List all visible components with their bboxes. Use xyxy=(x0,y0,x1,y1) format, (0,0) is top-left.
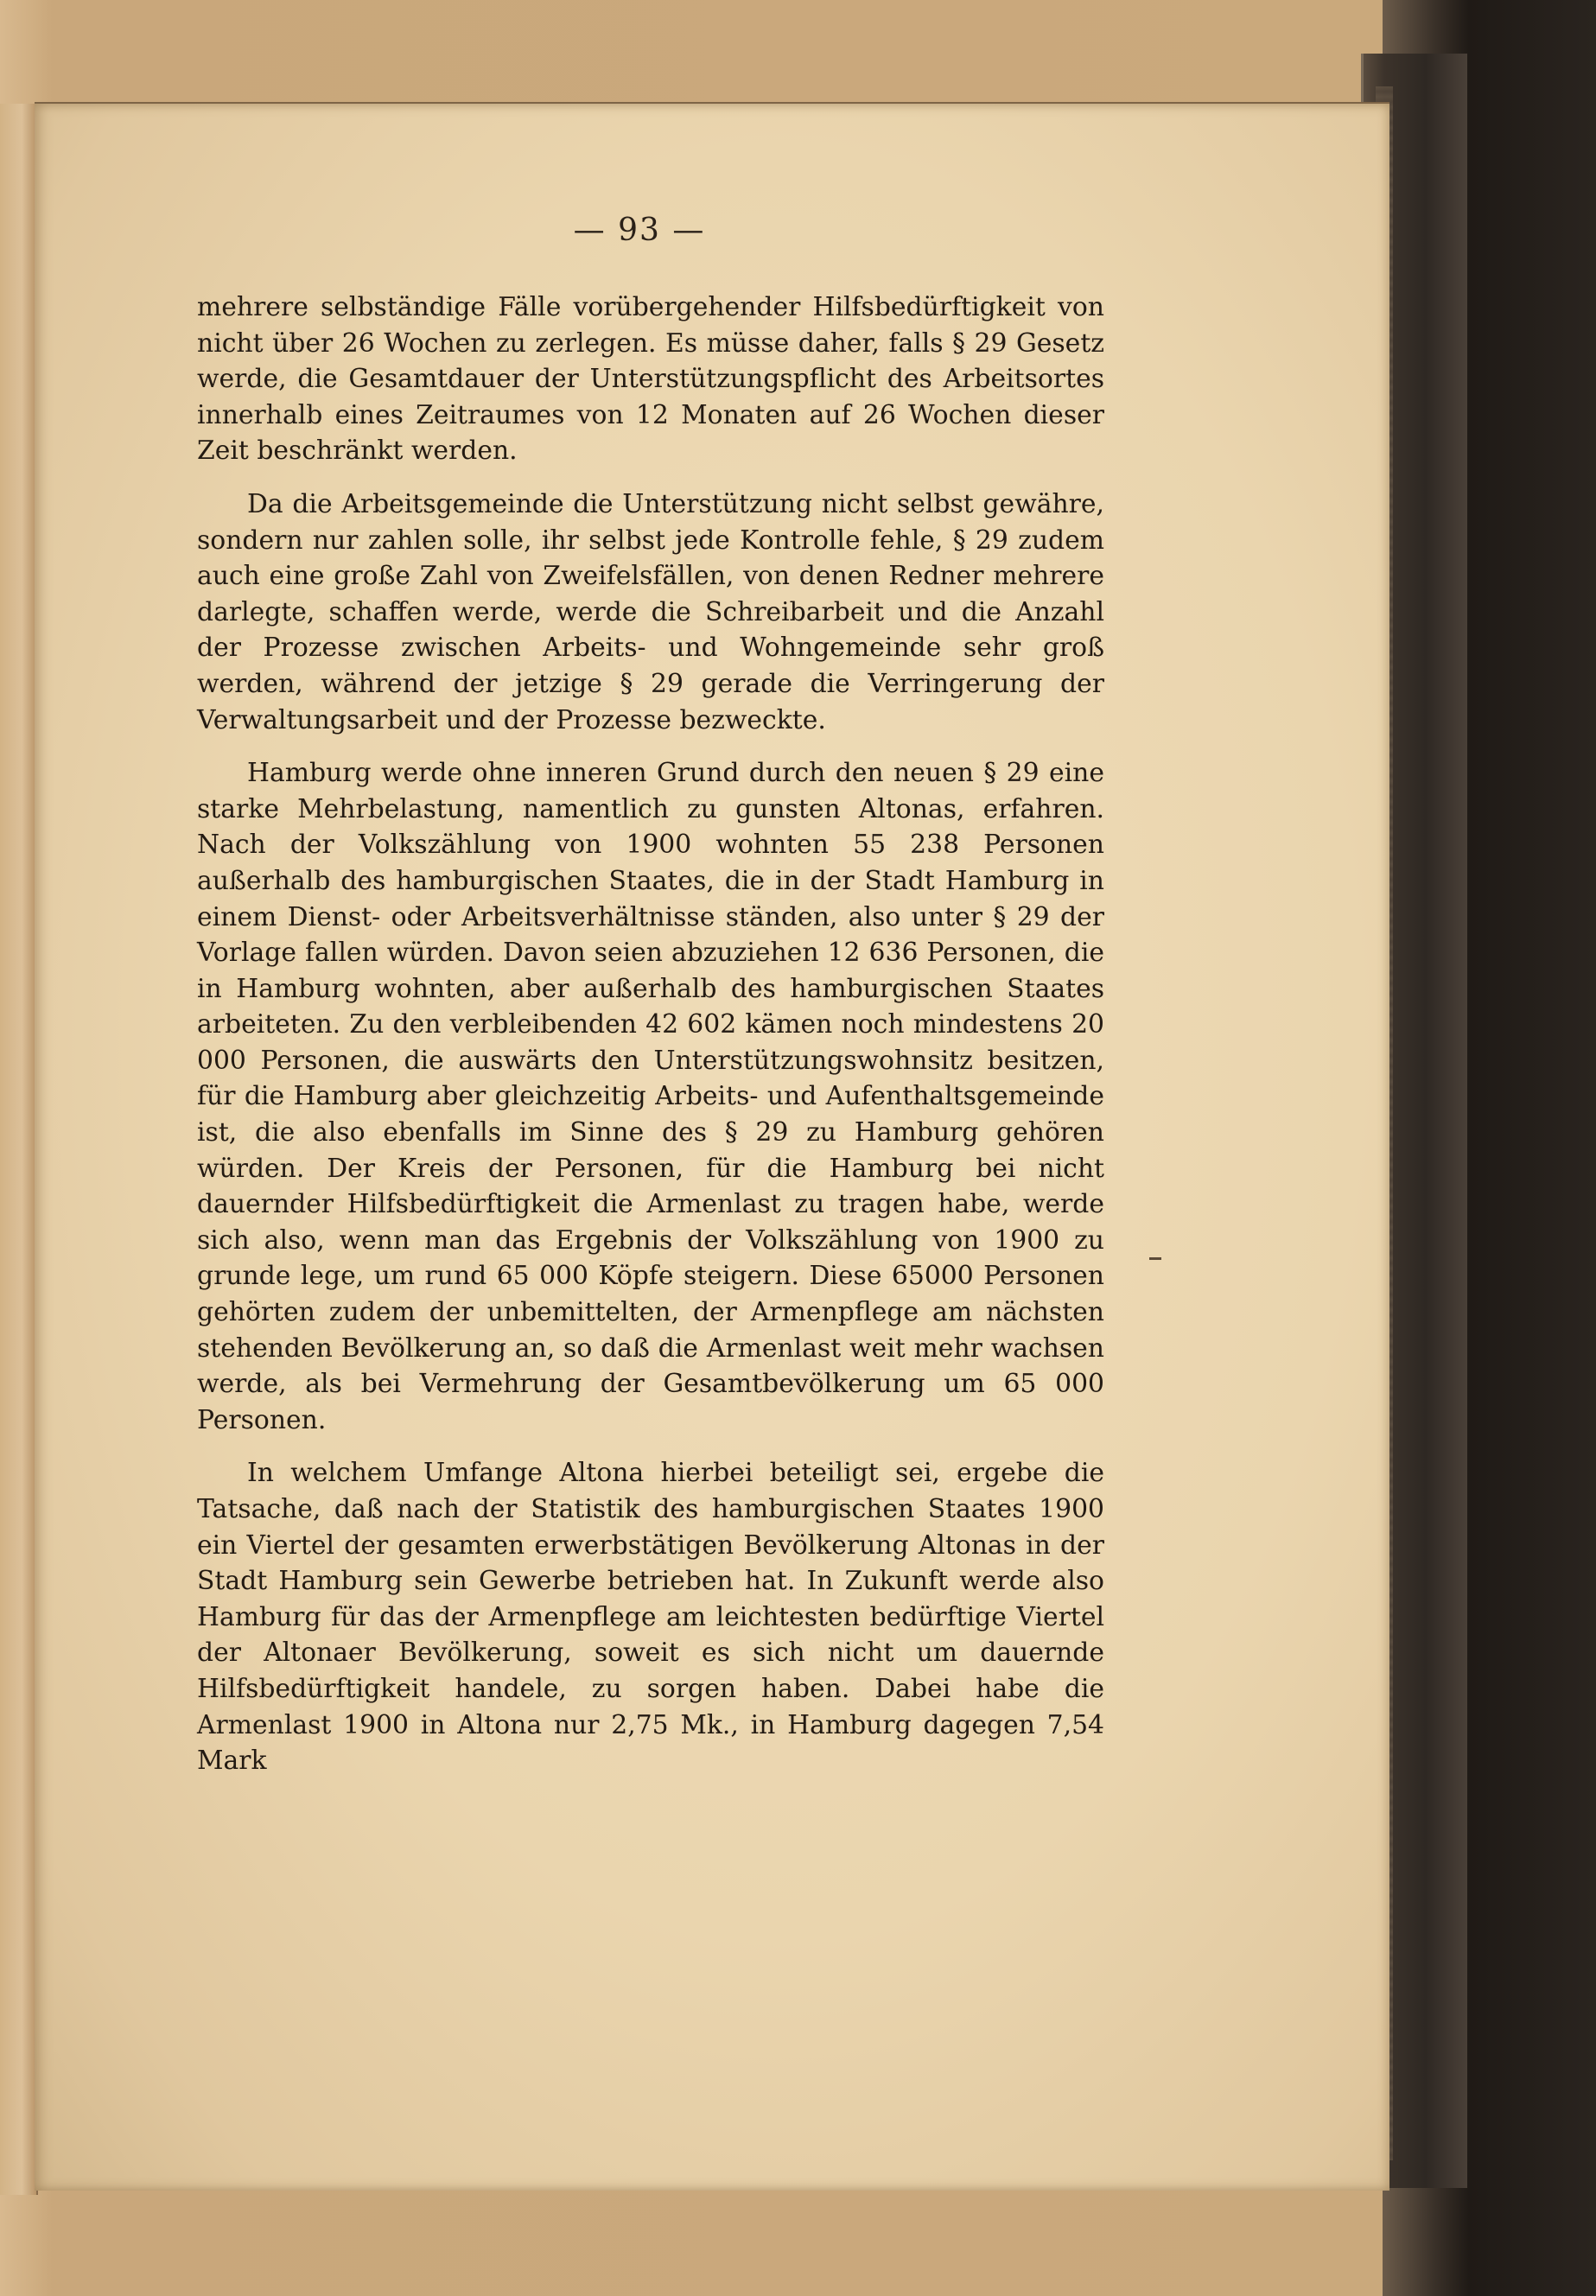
paragraph-3: Hamburg werde ohne inneren Grund durch den neuen § 29 eine starke Mehrbelastung, namentlich zu gunsten Altonas, erfahren. Nach der Volkszählung von 1900 wohnten 55 238 Personen außerhalb des hamburgischen Staates, die in der Stadt Hamburg in einem Dienst- oder Arbeitsverhältnisse ständen, also unter § 29 der Vorlage fallen würden. Davon seien abzuziehen 12 636 Personen, die in Hamburg wohnten, aber außerhalb des hamburgischen Staates arbeiteten. Zu den verbleibenden 42 602 kämen noch mindestens 20 000 Personen, die auswärts den Unterstützungswohnsitz besitzen, für die Hamburg aber gleichzeitig Arbeits- und Aufenthaltsgemeinde ist, die also ebenfalls im Sinne des § 29 zu Hamburg gehören würden. Der Kreis der Personen, für die Hamburg bei nicht dauernder Hilfsbedürftigkeit die Armenlast zu tragen habe, werde sich also, wenn man das Ergebnis der Volkszählung von 1900 zu grunde lege, um rund 65 000 Köpfe steigern. Diese 65000 Personen gehörten zudem der unbemittelten, der Armenpflege am nächsten stehenden Bevölkerung an, so daß die Armenlast weit mehr wachsen werde, als bei Vermehrung der Gesamtbevölkerung um 65 000 Personen. xyxy=(197,758,1104,1435)
margin-mark xyxy=(1149,1257,1161,1260)
body-text xyxy=(197,289,1104,1779)
facing-page-edge xyxy=(0,104,38,2195)
paragraph-4: In welchem Umfange Altona hierbei beteiligt sei, ergebe die Tatsache, daß nach der Statistik des hamburgischen Staates 1900 ein Viertel der gesamten erwerbstätigen Bevölkerung Altonas in der Stadt Hamburg sein Gewerbe betrieben hat. In Zukunft werde also Hamburg für das der Armenpflege am leichtesten bedürftige Viertel der Altonaer Bevölkerung, soweit es sich nicht um dauernde Hilfsbedürftigkeit handele, zu sorgen haben. Dabei habe die Armenlast 1900 in Altona nur 2,75 Mk., in Hamburg dagegen 7,54 Mark xyxy=(197,1458,1104,1777)
paragraph-2: Da die Arbeitsgemeinde die Unterstützung nicht selbst gewähre, sondern nur zahlen solle, ihr selbst jede Kontrolle fehle, § 29 zudem auch eine große Zahl von Zweifelsfällen, von denen Redner mehrere darlegte, schaffen werde, werde die Schreibarbeit und die Anzahl der Prozesse zwischen Arbeits- und Wohngemeinde sehr groß werden, während der jetzige § 29 gerade die Verringerung der Verwaltungsarbeit und der Prozesse bezweckte. xyxy=(197,488,1104,735)
paragraph-1: mehrere selbständige Fälle vorübergehender Hilfsbedürftigkeit von nicht über 26 Wochen zu zerlegen. Es müsse daher, falls § 29 Gesetz werde, die Gesamtdauer der Unterstützungspflicht des Arbeitsortes innerhalb eines Zeitraumes von 12 Monaten auf 26 Wochen dieser Zeit beschränkt werden. xyxy=(197,292,1104,467)
page-number: — 93 — xyxy=(573,213,706,248)
